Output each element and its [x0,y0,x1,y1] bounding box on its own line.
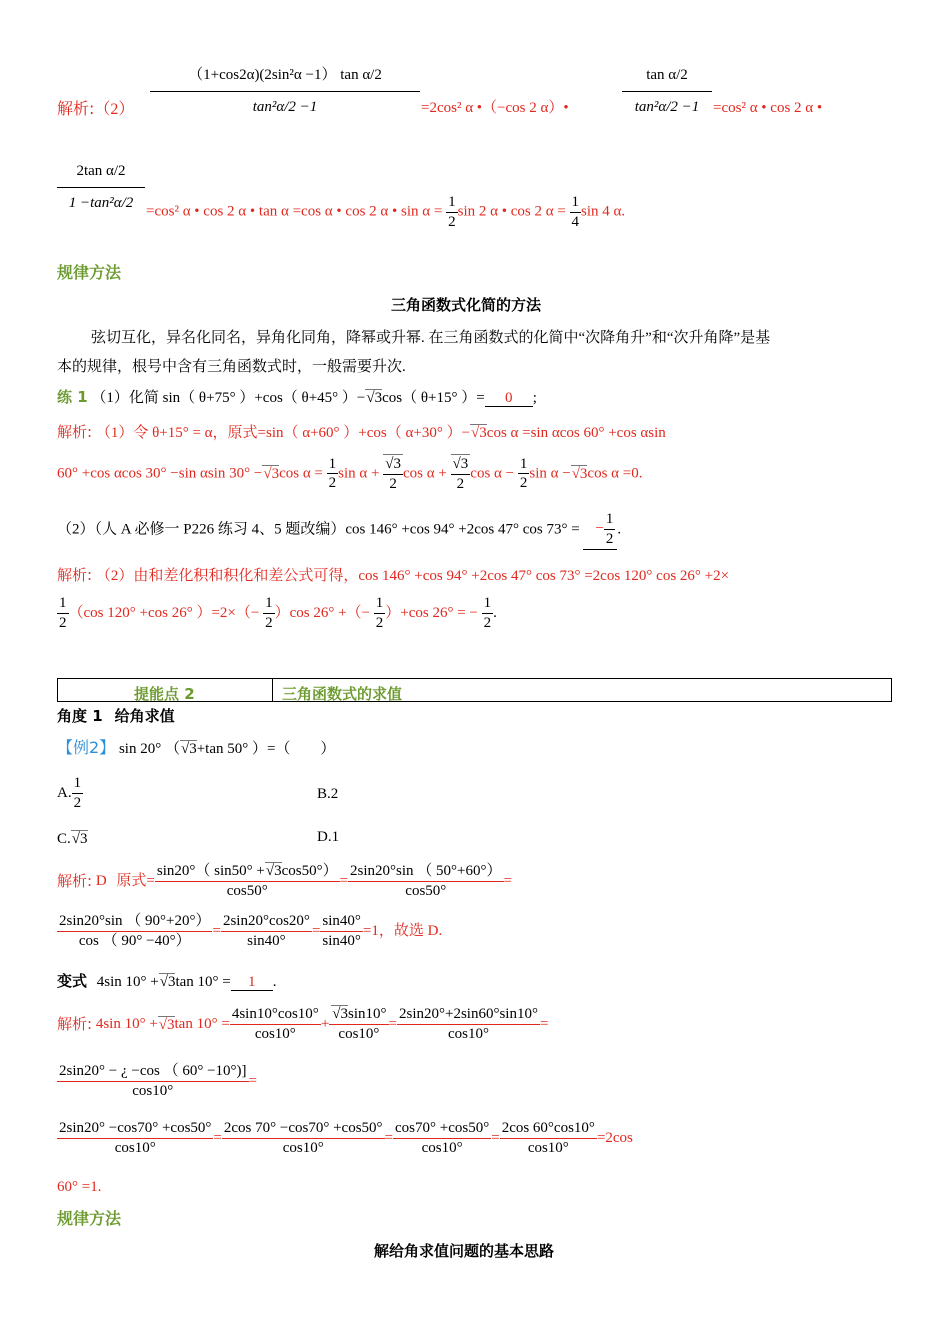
option-c[interactable]: C.√ 3 [57,830,88,848]
fraction-2: $\frac{\text{tan α/2}}{\text{tan²α/2 −1}}$ [622,66,712,117]
method-paragraph-line2: 本的规律，根号中含有三角函数式时，一般需要升次. [57,359,406,375]
solution-label: 解析:（2） [57,99,135,118]
angle-heading: 角度 1 给角求值 [57,707,175,725]
solution-text-2: =cos² α • cos 2 α • [713,100,823,116]
answer-blank: 0 [485,391,533,407]
exercise-1-question-2: （2）（人 A 必修一 P226 练习 4、5 题改编）cos 146° +cos 94° +2cos 47° cos 73° = − $\frac{1}{2}$ . [57,510,621,550]
option-d[interactable]: D.1 [317,829,340,845]
method-label-2: 规律方法 [57,1209,122,1228]
variant-solution-line4: 60° =1. [57,1179,102,1195]
fraction-3: $\frac{\text{2tan α/2}}{\text{1 −tan²α/2}}$ [57,162,145,213]
example-2-solution-line1: 解析: D 原式= $\frac{\sin 20^\circ( \sin 50^\circ +√ 3\cos 50^\circ)}{\cos 50^\circ}$ = $\frac{2\sin 20^\circ\sin ( 50^\circ+60^\circ)}{\cos 50^\circ}$ = [57,862,512,901]
method-title-2: 解给角求值问题的基本思路 [374,1242,555,1260]
option-b[interactable]: B.2 [317,786,339,802]
section-number: 提能点 2 [134,685,195,703]
method-paragraph-line1: 弦切互化，异名化同名，异角化同角，降幂或升幂. 在三角函数式的化简中“次降角升”和“次升角降”是基 [91,330,771,346]
variant-question: 变式 4sin 10° +√ 3tan 10° = 1 . [57,973,277,991]
variant-solution-line2: $\frac{2\sin 20^\circ - ¿ -\cos ( 60^\circ -10^\circ)]}{\cos 10^\circ}$ = [59,1063,257,1099]
variant-solution-line1: 解析: 4sin 10° +√ 3tan 10° = $\frac{4\sin 10^\circ\cos 10^\circ}{\cos 10^\circ}$ + √ $\frac{3\sin 10^\circ}{\cos 10^\circ}$ = $\frac{2\sin 20^\circ+2\sin 60^\circ\sin 10^\circ}{\cos 10^\circ}$ = [57,1005,548,1044]
fraction-1: $\frac{\text{（1+cos2α)(2sin²α −1） tan α/2}}{\text{tan²α/2 −1}}$ [150,66,420,117]
exercise-1-question: 练 1 （1）化简 sin（ θ+75° ）+cos（ θ+45° ）−√ 3cos（ θ+15° ）= 0 ; [57,389,537,407]
exercise-1-solution-2-line2: $\frac{1}{2}$ （cos 120° +cos 26° ）=2×（− $\frac{1}{2}$ ）cos 26° +（− $\frac{1}{2}$ ）+cos 26° = − $\frac{1}{2}$ . [59,595,497,631]
section-title: 三角函数式的求值 [282,685,403,703]
variant-answer-blank: 1 [231,975,273,991]
answer-blank-2: − $\frac{1}{2}$ [583,510,617,550]
example-2-solution-line2: $\frac{2\sin 20^\circ\sin ( 90^\circ+20^\circ)}{\cos ( 90^\circ -40^\circ)}$ = $\frac{2\sin 20^\circ\cos 20^\circ}{\sin 40^\circ}$ = $\frac{\sin 40^\circ}{\sin 40^\circ}$ =1，故选 D. [59,913,443,949]
section-header-table [57,678,892,702]
method-title: 三角函数式化简的方法 [391,296,542,314]
option-a[interactable]: A. $\frac{1}{2}$ [57,775,82,811]
example-2-question: 【例2】 sin 20° （√ 3+tan 50° ）=（ ） [57,740,335,758]
solution-text-3: =cos² α • cos 2 α • tan α =cos α • cos 2 α • sin α = $\frac{1}{2}$ sin 2 α • cos 2 α = $\frac{1}{4}$ sin 4 α. [146,194,626,230]
exercise-1-solution-line1: 解析: （1）令 θ+15° = α，原式=sin（ α+60° ）+cos（ α+30° ）−√ 3cos α =sin αcos 60° +cos αsin [57,424,666,442]
exercise-1-solution-line2: 60° +cos αcos 30° −sin αsin 30° −√ 3cos α = $\frac{1}{2}$ sin α + √ $\frac{3}{2}$ cos α + √ $\frac{3}{2}$ cos α − $\frac{1}{2}$ sin α −√ 3cos α =0. [57,454,643,494]
exercise-1-solution-2-line1: 解析: （2）由和差化积和积化和差公式可得，cos 146° +cos 94° +2cos 47° cos 73° =2cos 120° cos 26° +2× [57,566,730,584]
method-label: 规律方法 [57,263,122,282]
variant-solution-line3: $\frac{2\sin 20^\circ -\cos 70^\circ +\cos 50^\circ}{\cos 10^\circ}$ = $\frac{2\cos 70^\circ -\cos 70^\circ +\cos 50^\circ}{\cos 10^\circ}$ = $\frac{\cos 70^\circ +\cos 50^\circ}{\cos 10^\circ}$ = $\frac{2\cos 60^\circ\cos 10^\circ}{\cos 10^\circ}$ =2cos [59,1120,633,1156]
solution-text-1: =2cos² α •（−cos 2 α）• [421,100,569,116]
